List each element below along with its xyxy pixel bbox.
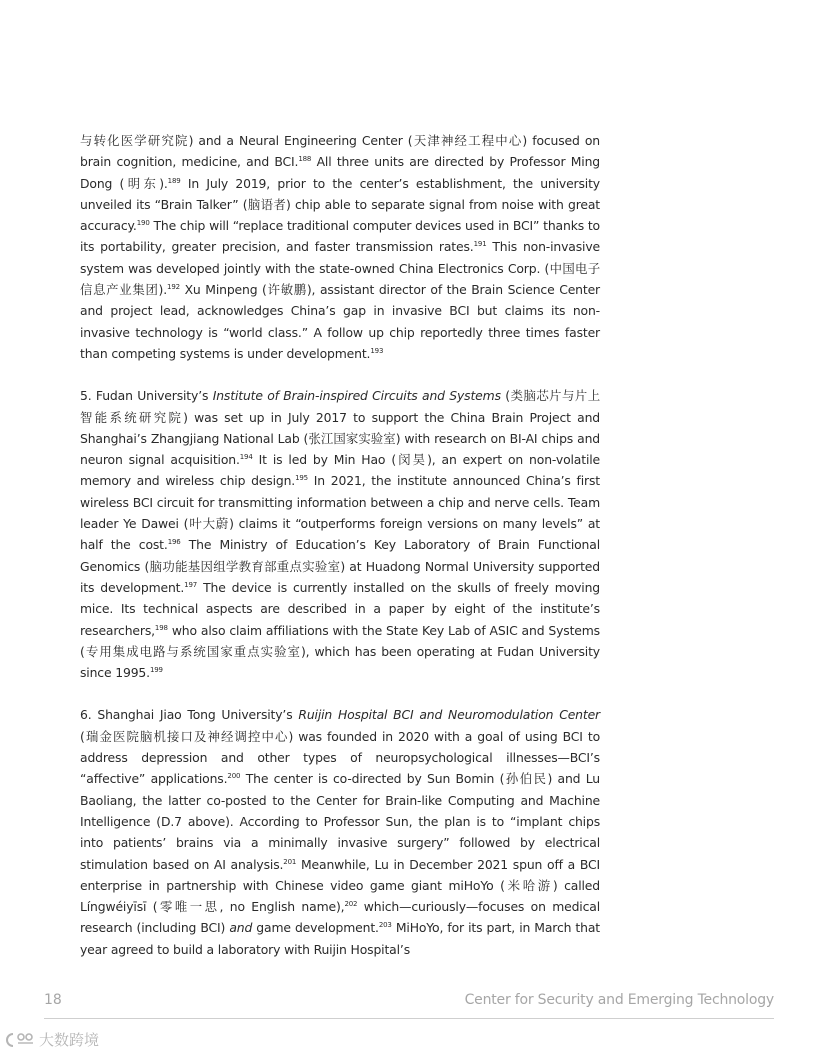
footnote-ref[interactable]: 196 — [167, 538, 181, 547]
footnote-ref[interactable]: 201 — [283, 857, 297, 866]
footer-organization: Center for Security and Emerging Technology — [464, 992, 774, 1008]
footer-divider — [44, 1018, 774, 1019]
footnote-ref[interactable]: 191 — [473, 240, 487, 249]
watermark-text: 大数跨境 — [39, 1031, 100, 1049]
watermark — [6, 1029, 99, 1050]
footnote-ref[interactable]: 188 — [298, 155, 312, 164]
footnote-ref[interactable]: 192 — [167, 283, 180, 292]
body-text — [80, 130, 600, 981]
logo-mark-icon — [6, 1031, 36, 1049]
footnote-ref[interactable]: 198 — [154, 623, 168, 632]
footnote-ref[interactable]: 193 — [370, 346, 384, 355]
paragraph-fudan: 5. Fudan University’s Institute of Brain-inspired Circuits and Systems (类脑芯片与片上智能系统研究院) was set up in July 2017 to support the China Brain Project and Shanghai’s Zhangjiang National Lab (张江国家实验室) with research on BI-AI chips and neuron signal acquisition.$^{194}$ It is led by Min Hao (闵昊), an expert on non-volatile memory and wireless chip design.$^{195}$ In 2021, the institute announced China’s first wireless BCI circuit for transmitting information between a chip and nerve cells. Team leader Ye Dawei (叶大蔚) claims it “outperforms foreign versions on many levels” at half the cost.$^{196}$ The Ministry of Education’s Key Laboratory of Brain Functional Genomics (脑功能基因组学教育部重点实验室) at Huadong Normal University supported its development.$^{197}$ The device is currently installed on the skulls of freely moving mice. Its technical aspects are described in a paper by eight of the institute’s researchers,$^{198}$ who also claim affiliations with the State Key Lab of ASIC and Systems (专用集成电路与系统国家重点实验室), which has been operating at Fudan University since 1995.$^{199}$ — [80, 388, 600, 681]
footnote-ref[interactable]: 190 — [136, 219, 150, 228]
footnote-ref[interactable]: 203 — [378, 921, 392, 930]
page-number: 18 — [44, 992, 62, 1008]
footnote-ref[interactable]: 194 — [239, 453, 253, 462]
center-title: Ruijin Hospital BCI and Neuromodulation Center — [298, 707, 600, 723]
paragraph-tianjin: 与转化医学研究院) and a Neural Engineering Center (天津神经工程中心) focused on brain cognition, medicine, and BCI.$^{188}$ All three units are directed by Professor Ming Dong (明东).$^{189}$ In July 2019, prior to the center’s establishment, the university unveiled its “Brain Talker” (脑语者) chip able to separate signal from noise with great accuracy.$^{190}$ The chip will “replace traditional computer devices used in BCI” thanks to its portability, greater precision, and faster transmission rates.$^{191}$ This non-invasive system was developed jointly with the state-owned China Electronics Corp. (中国电子信息产业集团).$^{192}$ Xu Minpeng (许敏鹏), assistant director of the Brain Science Center and project lead, acknowledges China’s gap in invasive BCI but claims its non-invasive technology is “world class.” A follow up chip reportedly three times faster than competing systems is under development.$^{193}$ — [80, 133, 600, 361]
footnote-ref[interactable]: 189 — [167, 176, 181, 185]
footnote-ref[interactable]: 199 — [149, 666, 163, 675]
footnote-ref[interactable]: 200 — [227, 772, 241, 781]
footnote-ref[interactable]: 197 — [184, 580, 198, 589]
footnote-ref[interactable]: 195 — [295, 474, 308, 483]
paragraph-sjtu: 6. Shanghai Jiao Tong University’s Ruijin Hospital BCI and Neuromodulation Center (瑞金医院脑机接口及神经调控中心) was founded in 2020 with a goal of using BCI to address depression and other types of neuropsychological illnesses—BCI’s “affective” applications.$^{200}$ The center is co-directed by Sun Bomin (孙伯民) and Lu Baoliang, the latter co-posted to the Center for Brain-like Computing and Machine Intelligence (D.7 above). According to Professor Sun, the plan is to “implant chips into patients’ brains via a minimally invasive surgery” followed by electrical stimulation based on AI analysis.$^{201}$ Meanwhile, Lu in December 2021 spun off a BCI enterprise in partnership with Chinese video game giant miHoYo (米哈游) called Língwéiyīsī (零唯一思, no English name),$^{202}$ which—curiously—focuses on medical research (including BCI) and game development.$^{203}$ MiHoYo, for its part, in March that year agreed to build a laboratory with Ruijin Hospital’s — [80, 707, 601, 957]
institute-title: Institute of Brain-inspired Circuits and Systems — [212, 388, 501, 404]
footnote-ref[interactable]: 202 — [344, 900, 358, 909]
